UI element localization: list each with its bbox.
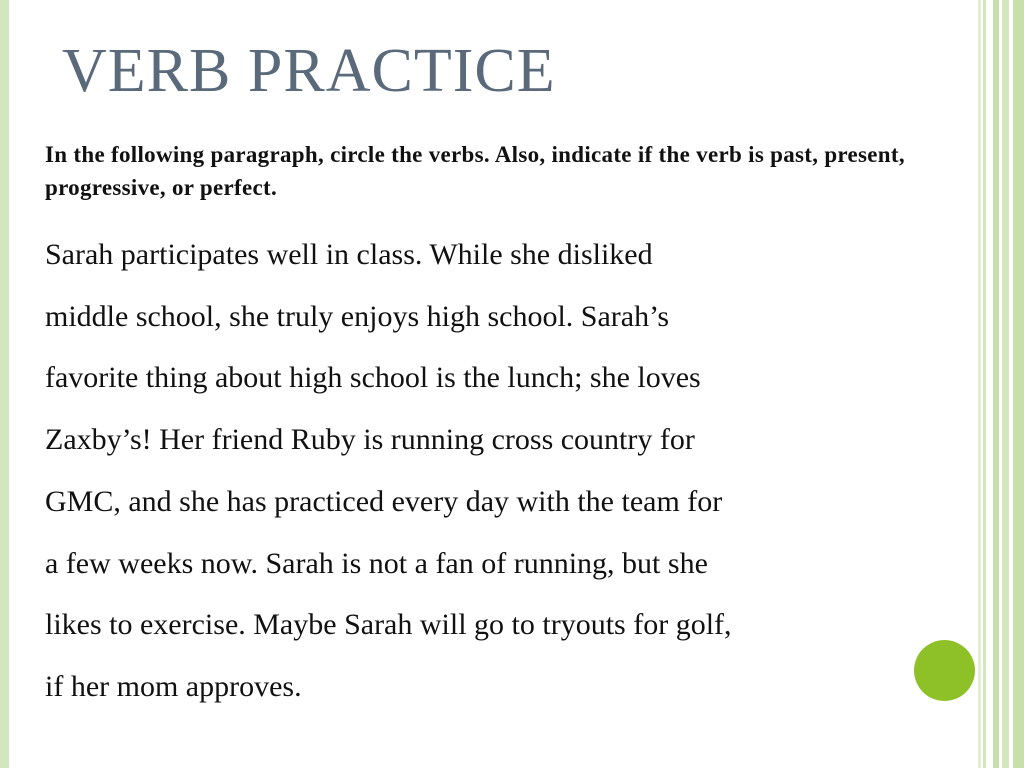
paragraph-line: Zaxby’s! Her friend Ruby is running cross country for: [45, 423, 695, 457]
paragraph-line: a few weeks now. Sarah is not a fan of running, but she: [45, 546, 708, 580]
instructions-text: In the following paragraph, circle the verbs. Also, indicate if the verb is past, present, progressive, or perfect.: [45, 142, 905, 200]
paragraph-line: GMC, and she has practiced every day with the team for: [45, 484, 723, 518]
green-circle-decoration: [914, 640, 975, 701]
paragraph-line: middle school, she truly enjoys high school. Sarah’s: [45, 299, 670, 333]
practice-paragraph: [45, 224, 732, 718]
slide-title: VERB PRACTICE: [62, 37, 556, 105]
paragraph-line: favorite thing about high school is the lunch; she loves: [45, 361, 701, 395]
left-border-rule: [0, 0, 9, 768]
right-decorative-stripes: [978, 0, 1024, 768]
paragraph-line: likes to exercise. Maybe Sarah will go to tryouts for golf,: [45, 608, 732, 642]
paragraph-line: Sarah participates well in class. While she disliked: [45, 238, 653, 271]
paragraph-line: if her mom approves.: [45, 669, 302, 703]
